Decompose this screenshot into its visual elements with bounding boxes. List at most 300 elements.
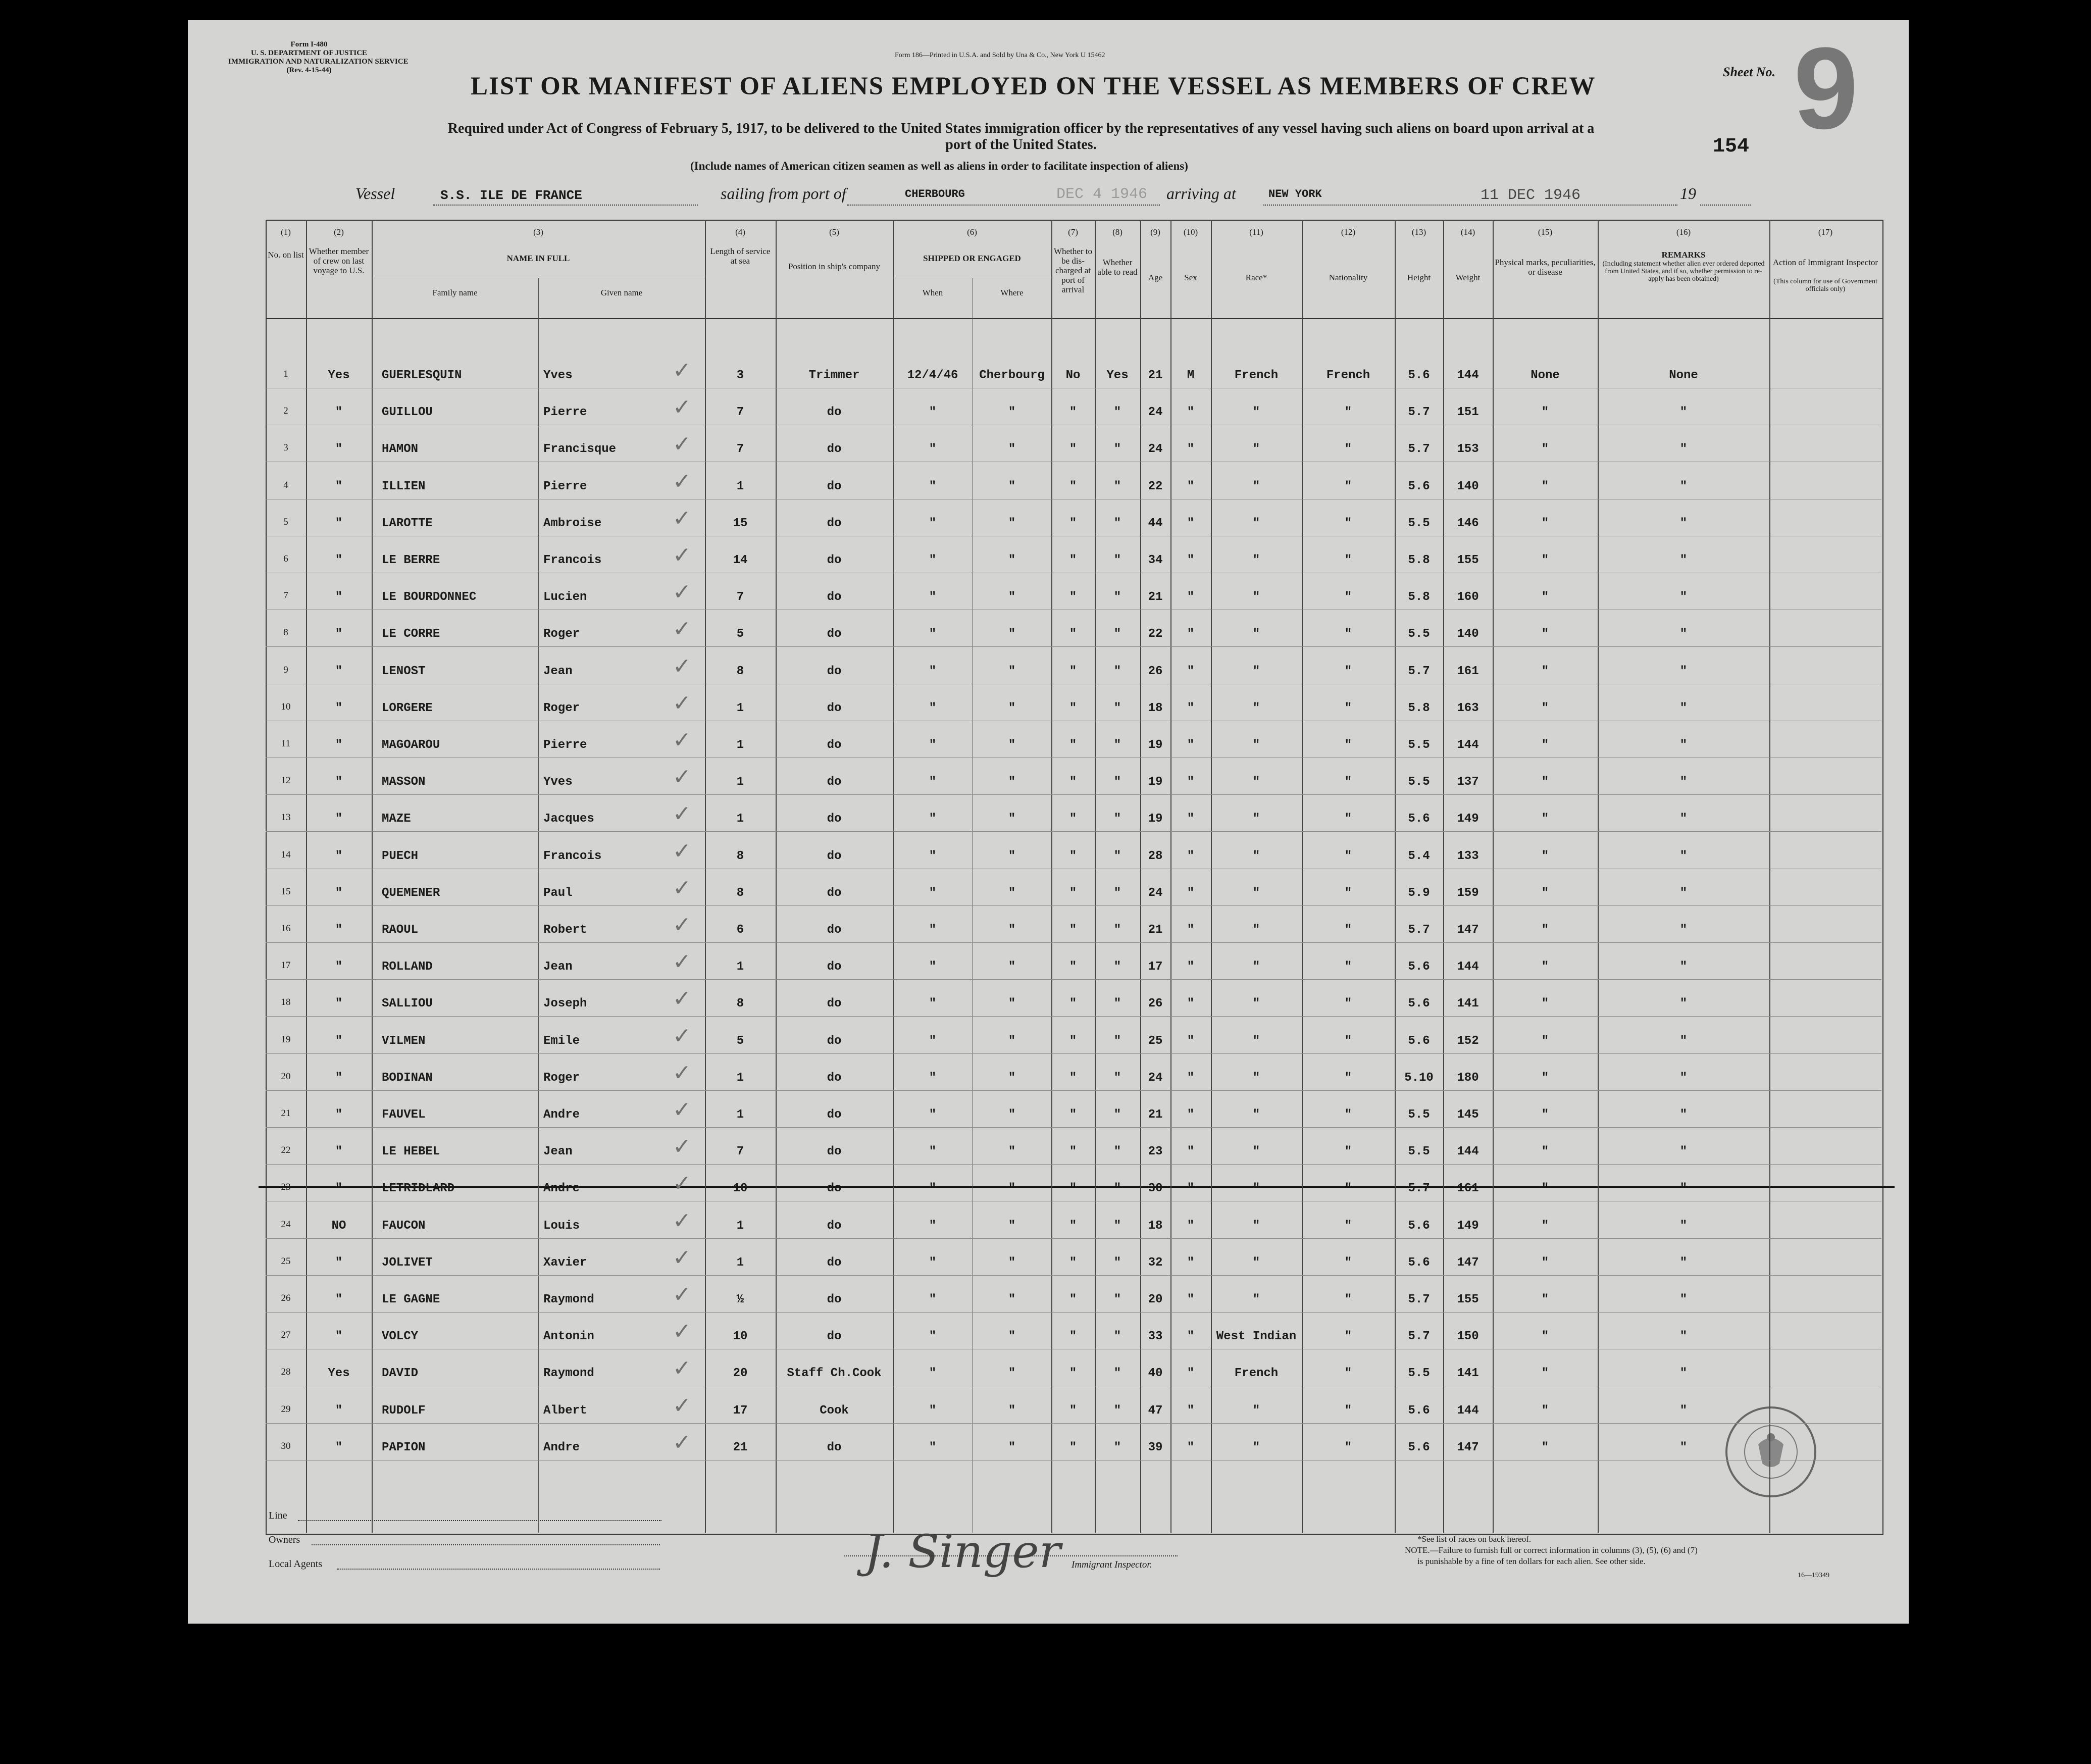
cell-family: VOLCY	[382, 1330, 419, 1343]
cell-position: do	[827, 553, 842, 567]
cell-where: "	[1008, 480, 1016, 493]
cell-discharged: "	[1069, 997, 1077, 1011]
cell-nationality: "	[1344, 775, 1352, 789]
cell-read: "	[1113, 1330, 1121, 1343]
sailing-port: CHERBOURG	[905, 188, 965, 200]
cell-given: Albert	[543, 1404, 587, 1418]
cell-remarks: "	[1679, 1441, 1688, 1454]
cell-age: 40	[1148, 1367, 1163, 1380]
cell-weight: 144	[1457, 1145, 1479, 1158]
cell-discharged: "	[1069, 590, 1077, 604]
cell-race: "	[1252, 1145, 1260, 1158]
cell-discharged: "	[1069, 738, 1077, 752]
cell-given: Ambroise	[543, 517, 602, 530]
cell-height: 5.6	[1408, 997, 1430, 1011]
sheet-number: 9	[1794, 23, 1858, 153]
cell-marks: "	[1541, 1071, 1549, 1085]
cell-when: "	[929, 1071, 937, 1085]
cell-nationality: "	[1344, 517, 1352, 530]
cell-nationality: "	[1344, 812, 1352, 826]
cell-where: "	[1008, 1404, 1016, 1418]
cell-length: 1	[736, 960, 744, 974]
cell-age: 30	[1148, 1182, 1163, 1195]
check-mark-icon: ✓	[673, 949, 691, 974]
cell-family: SALLIOU	[382, 997, 433, 1011]
check-mark-icon: ✓	[673, 839, 691, 864]
cell-length: 8	[736, 886, 744, 900]
cell-position: do	[827, 886, 842, 900]
cell-remarks: "	[1679, 553, 1688, 567]
column-number: (6)	[967, 227, 977, 237]
cell-position: do	[827, 665, 842, 678]
cell-height: 5.10	[1404, 1071, 1434, 1085]
cell-nationality: "	[1344, 406, 1352, 419]
cell-remarks: "	[1679, 517, 1688, 530]
cell-nationality: "	[1344, 1293, 1352, 1306]
cell-where: "	[1008, 590, 1016, 604]
cell-race: "	[1252, 1441, 1260, 1454]
column-number: (15)	[1538, 227, 1553, 237]
cell-discharged: "	[1069, 960, 1077, 974]
cell-discharged: "	[1069, 1182, 1077, 1195]
cell-given: Paul	[543, 886, 573, 900]
row-rule	[266, 646, 1881, 647]
cell-where: "	[1008, 1293, 1016, 1306]
include-note: (Include names of American citizen seamen as well as aliens in order to facilitate inspection of aliens)	[690, 160, 1188, 172]
cell-age: 18	[1148, 1219, 1163, 1233]
cell-read: "	[1113, 406, 1121, 419]
cell-height: 5.4	[1408, 849, 1430, 863]
cell-race: "	[1252, 1071, 1260, 1085]
row-rule	[266, 979, 1881, 980]
cell-length: 7	[736, 1145, 744, 1158]
cell-no: 30	[281, 1441, 291, 1451]
cell-age: 20	[1148, 1293, 1163, 1306]
cell-given: Jean	[543, 960, 573, 974]
cell-remarks: "	[1679, 812, 1688, 826]
cell-height: 5.9	[1408, 886, 1430, 900]
check-mark-icon: ✓	[673, 1245, 691, 1270]
cell-position: do	[827, 775, 842, 789]
cell-no: 1	[283, 369, 288, 379]
cell-length: 1	[736, 480, 744, 493]
cell-age: 26	[1148, 997, 1163, 1011]
cell-weight: 149	[1457, 812, 1479, 826]
cell-height: 5.7	[1408, 1182, 1430, 1195]
cell-discharged: "	[1069, 1219, 1077, 1233]
cell-no: 26	[281, 1293, 291, 1303]
cell-family: DAVID	[382, 1367, 419, 1380]
cell-no: 15	[281, 886, 291, 897]
cell-nationality: "	[1344, 1071, 1352, 1085]
cell-given: Andre	[543, 1441, 580, 1454]
cell-position: do	[827, 1034, 842, 1048]
cell-family: LE CORRE	[382, 627, 440, 641]
cell-family: PAPION	[382, 1441, 426, 1454]
column-rule	[372, 220, 373, 1533]
cell-race: "	[1252, 590, 1260, 604]
check-mark-icon: ✓	[673, 1282, 691, 1307]
check-mark-icon: ✓	[673, 1097, 691, 1122]
signature-underline	[844, 1555, 1178, 1556]
cell-read: "	[1113, 1145, 1121, 1158]
cell-when: "	[929, 480, 937, 493]
cell-discharged: "	[1069, 1256, 1077, 1270]
cell-given: Antonin	[543, 1330, 594, 1343]
cell-weight: 147	[1457, 1256, 1479, 1270]
check-mark-icon: ✓	[673, 1024, 691, 1048]
cell-remarks: "	[1679, 1256, 1688, 1270]
cell-age: 26	[1148, 665, 1163, 678]
cell-member: "	[335, 480, 343, 493]
cell-nationality: "	[1344, 480, 1352, 493]
check-mark-icon: ✓	[673, 1171, 691, 1196]
cell-race: "	[1252, 1293, 1260, 1306]
cell-family: JOLIVET	[382, 1256, 433, 1270]
cell-remarks: "	[1679, 886, 1688, 900]
cell-height: 5.7	[1408, 923, 1430, 937]
agents-label: Local Agents	[269, 1558, 323, 1570]
cell-nationality: "	[1344, 1367, 1352, 1380]
cell-family: LE BERRE	[382, 553, 440, 567]
cell-no: 6	[283, 553, 288, 564]
header-when: When	[922, 288, 943, 297]
check-mark-icon: ✓	[673, 580, 691, 604]
header-height: Height	[1407, 273, 1431, 282]
cell-weight: 144	[1457, 369, 1479, 382]
cell-length: 1	[736, 812, 744, 826]
cell-marks: "	[1541, 1330, 1549, 1343]
check-mark-icon: ✓	[673, 543, 691, 568]
cell-sex: "	[1187, 775, 1195, 789]
cell-sex: "	[1187, 442, 1195, 456]
cell-no: 5	[283, 517, 288, 527]
cell-marks: "	[1541, 442, 1549, 456]
cell-nationality: "	[1344, 553, 1352, 567]
cell-length: 17	[733, 1404, 748, 1418]
failure-note-2: is punishable by a fine of ten dollars for each alien. See other side.	[1417, 1556, 1646, 1566]
cell-length: 8	[736, 665, 744, 678]
cell-race: "	[1252, 1034, 1260, 1048]
cell-when: "	[929, 1145, 937, 1158]
check-mark-icon: ✓	[673, 506, 691, 531]
header-marks: Physical marks, peculiarities, or disease	[1495, 258, 1596, 277]
cell-race: "	[1252, 665, 1260, 678]
inspector-label: Immigrant Inspector.	[1072, 1559, 1152, 1570]
cell-weight: 161	[1457, 1182, 1479, 1195]
cell-read: "	[1113, 1293, 1121, 1306]
column-number: (16)	[1676, 227, 1691, 237]
cell-when: 12/4/46	[907, 369, 958, 382]
cell-given: Louis	[543, 1219, 580, 1233]
cell-read: "	[1113, 1256, 1121, 1270]
cell-given: Raymond	[543, 1293, 594, 1306]
cell-age: 22	[1148, 627, 1163, 641]
cell-family: QUEMENER	[382, 886, 440, 900]
cell-length: 1	[736, 775, 744, 789]
cell-weight: 141	[1457, 997, 1479, 1011]
check-mark-icon: ✓	[673, 1319, 691, 1344]
cell-discharged: "	[1069, 517, 1077, 530]
cell-nationality: "	[1344, 1034, 1352, 1048]
cell-member: "	[335, 886, 343, 900]
cell-when: "	[929, 553, 937, 567]
cell-length: 8	[736, 997, 744, 1011]
cell-given: Pierre	[543, 406, 587, 419]
cell-race: "	[1252, 701, 1260, 715]
cell-race: French	[1234, 1367, 1279, 1380]
races-note: *See list of races on back hereof.	[1417, 1534, 1532, 1544]
cell-weight: 141	[1457, 1367, 1479, 1380]
cell-weight: 151	[1457, 406, 1479, 419]
cell-sex: "	[1187, 1330, 1195, 1343]
cell-race: "	[1252, 923, 1260, 937]
column-number: (2)	[334, 227, 344, 237]
cell-sex: "	[1187, 738, 1195, 752]
row-rule	[266, 1127, 1881, 1128]
cell-discharged: "	[1069, 775, 1077, 789]
cell-member: NO	[331, 1219, 346, 1233]
cell-family: FAUVEL	[382, 1108, 426, 1122]
cell-length: 1	[736, 701, 744, 715]
cell-position: do	[827, 1182, 842, 1195]
cell-when: "	[929, 1182, 937, 1195]
cell-length: 7	[736, 406, 744, 419]
cell-marks: "	[1541, 1441, 1549, 1454]
cell-given: Roger	[543, 701, 580, 715]
cell-where: "	[1008, 960, 1016, 974]
cell-family: LE HEBEL	[382, 1145, 440, 1158]
row-rule	[266, 1053, 1881, 1054]
cell-family: LETRIDLARD	[382, 1182, 455, 1195]
page-number: 154	[1713, 135, 1750, 158]
cell-length: 1	[736, 1108, 744, 1122]
cell-sex: "	[1187, 665, 1195, 678]
cell-when: "	[929, 1108, 937, 1122]
line-underline	[298, 1520, 661, 1521]
cell-read: "	[1113, 849, 1121, 863]
cell-height: 5.5	[1408, 738, 1430, 752]
cell-read: "	[1113, 590, 1121, 604]
check-mark-icon: ✓	[673, 358, 691, 383]
form-code: 16—19349	[1798, 1572, 1829, 1579]
cell-member: "	[335, 1071, 343, 1085]
cell-discharged: "	[1069, 1145, 1077, 1158]
cell-height: 5.8	[1408, 553, 1430, 567]
cell-marks: "	[1541, 1108, 1549, 1122]
cell-discharged: "	[1069, 665, 1077, 678]
cell-family: LE BOURDONNEC	[382, 590, 477, 604]
row-rule	[266, 1423, 1881, 1424]
cell-family: LORGERE	[382, 701, 433, 715]
check-mark-icon: ✓	[673, 1430, 691, 1455]
check-mark-icon: ✓	[673, 728, 691, 752]
cell-weight: 144	[1457, 1404, 1479, 1418]
cell-no: 3	[283, 442, 288, 453]
cell-weight: 152	[1457, 1034, 1479, 1048]
check-mark-icon: ✓	[673, 654, 691, 679]
cell-family: MAZE	[382, 812, 411, 826]
cell-no: 2	[283, 406, 288, 416]
cell-weight: 144	[1457, 738, 1479, 752]
cell-family: BODINAN	[382, 1071, 433, 1085]
cell-sex: "	[1187, 517, 1195, 530]
cell-sex: "	[1187, 701, 1195, 715]
cell-race: "	[1252, 442, 1260, 456]
column-number: (1)	[281, 227, 291, 237]
cell-age: 24	[1148, 1071, 1163, 1085]
cell-height: 5.7	[1408, 1293, 1430, 1306]
cell-nationality: "	[1344, 923, 1352, 937]
cell-member: "	[335, 1293, 343, 1306]
cell-family: GUILLOU	[382, 406, 433, 419]
cell-age: 47	[1148, 1404, 1163, 1418]
cell-when: "	[929, 627, 937, 641]
cell-marks: "	[1541, 1293, 1549, 1306]
subtitle-line2: port of the United States.	[945, 137, 1097, 153]
cell-marks: "	[1541, 997, 1549, 1011]
cell-weight: 140	[1457, 480, 1479, 493]
cell-when: "	[929, 1441, 937, 1454]
cell-sex: "	[1187, 849, 1195, 863]
document-title: LIST OR MANIFEST OF ALIENS EMPLOYED ON THE VESSEL AS MEMBERS OF CREW	[471, 72, 1596, 100]
cell-age: 24	[1148, 442, 1163, 456]
cell-given: Pierre	[543, 738, 587, 752]
sailing-date-stamp: DEC 4 1946	[1056, 186, 1148, 203]
cell-no: 20	[281, 1071, 291, 1082]
cell-when: "	[929, 1330, 937, 1343]
row-rule	[266, 1016, 1881, 1017]
cell-length: 6	[736, 923, 744, 937]
cell-read: "	[1113, 480, 1121, 493]
cell-race: "	[1252, 849, 1260, 863]
header-remarks-note: (Including statement whether alien ever ordered deported from United States, and if so, whether permission to re-apply has been obtained)	[1602, 260, 1765, 283]
cell-age: 19	[1148, 812, 1163, 826]
cell-nationality: "	[1344, 442, 1352, 456]
cell-remarks: "	[1679, 738, 1688, 752]
cell-age: 39	[1148, 1441, 1163, 1454]
vessel-underline	[433, 205, 698, 206]
inspector-signature: J. Singer	[864, 1525, 1061, 1578]
cell-length: 14	[733, 553, 748, 567]
cell-race: "	[1252, 960, 1260, 974]
cell-where: "	[1008, 701, 1016, 715]
cell-no: 9	[283, 665, 288, 675]
cell-race: "	[1252, 1256, 1260, 1270]
row-rule	[266, 794, 1881, 795]
cell-family: LE GAGNE	[382, 1293, 440, 1306]
cell-read: "	[1113, 775, 1121, 789]
cell-no: 13	[281, 812, 291, 823]
cell-discharged: "	[1069, 886, 1077, 900]
cell-age: 22	[1148, 480, 1163, 493]
cell-position: do	[827, 1330, 842, 1343]
cell-race: "	[1252, 997, 1260, 1011]
cell-where: "	[1008, 406, 1016, 419]
sailing-label: sailing from port of	[721, 184, 846, 203]
cell-marks: "	[1541, 701, 1549, 715]
cell-given: Emile	[543, 1034, 580, 1048]
cell-age: 17	[1148, 960, 1163, 974]
cell-read: "	[1113, 738, 1121, 752]
cell-weight: 161	[1457, 665, 1479, 678]
cell-read: "	[1113, 1441, 1121, 1454]
cell-position: Cook	[820, 1404, 849, 1418]
cell-height: 5.6	[1408, 1404, 1430, 1418]
cell-marks: "	[1541, 775, 1549, 789]
cell-height: 5.6	[1408, 1256, 1430, 1270]
cell-remarks: "	[1679, 1293, 1688, 1306]
cell-where: "	[1008, 812, 1016, 826]
header-length: Length of service at sea	[710, 246, 771, 266]
cell-position: do	[827, 738, 842, 752]
form-number: Form I-480	[290, 40, 328, 48]
cell-member: Yes	[328, 1367, 350, 1380]
cell-given: Andre	[543, 1108, 580, 1122]
cell-read: "	[1113, 1404, 1121, 1418]
cell-member: "	[335, 553, 343, 567]
cell-age: 19	[1148, 775, 1163, 789]
cell-read: "	[1113, 701, 1121, 715]
cell-no: 24	[281, 1219, 291, 1230]
cell-when: "	[929, 442, 937, 456]
check-mark-icon: ✓	[673, 432, 691, 457]
cell-age: 19	[1148, 738, 1163, 752]
header-shipped: SHIPPED OR ENGAGED	[923, 254, 1021, 263]
cell-no: 23	[281, 1182, 291, 1192]
cell-height: 5.5	[1408, 1367, 1430, 1380]
cell-age: 21	[1148, 369, 1163, 382]
cell-position: do	[827, 923, 842, 937]
column-number: (14)	[1460, 227, 1475, 237]
cell-discharged: "	[1069, 923, 1077, 937]
cell-member: "	[335, 812, 343, 826]
cell-nationality: "	[1344, 997, 1352, 1011]
column-number: (4)	[735, 227, 745, 237]
cell-member: "	[335, 406, 343, 419]
header-discharged: Whether to be dis-charged at port of arrival	[1054, 246, 1092, 294]
cell-length: 5	[736, 1034, 744, 1048]
header-member: Whether member of crew on last voyage to U.S.	[309, 246, 369, 275]
cell-height: 5.6	[1408, 1441, 1430, 1454]
cell-discharged: "	[1069, 1367, 1077, 1380]
cell-read: "	[1113, 1034, 1121, 1048]
cell-length: 1	[736, 1071, 744, 1085]
cell-nationality: "	[1344, 1256, 1352, 1270]
cell-remarks: "	[1679, 1330, 1688, 1343]
cell-where: "	[1008, 1256, 1016, 1270]
cell-age: 32	[1148, 1256, 1163, 1270]
owners-label: Owners	[269, 1534, 300, 1545]
cell-remarks: "	[1679, 442, 1688, 456]
check-mark-icon: ✓	[673, 986, 691, 1011]
cell-height: 5.7	[1408, 665, 1430, 678]
cell-marks: "	[1541, 665, 1549, 678]
cell-member: "	[335, 701, 343, 715]
cell-nationality: "	[1344, 886, 1352, 900]
cell-marks: "	[1541, 1367, 1549, 1380]
header-age: Age	[1148, 273, 1163, 282]
cell-age: 21	[1148, 1108, 1163, 1122]
cell-remarks: "	[1679, 775, 1688, 789]
cell-given: Joseph	[543, 997, 587, 1011]
cell-length: 8	[736, 849, 744, 863]
cell-marks: "	[1541, 553, 1549, 567]
cell-marks: "	[1541, 1256, 1549, 1270]
cell-weight: 160	[1457, 590, 1479, 604]
cell-weight: 146	[1457, 517, 1479, 530]
cell-position: do	[827, 1145, 842, 1158]
